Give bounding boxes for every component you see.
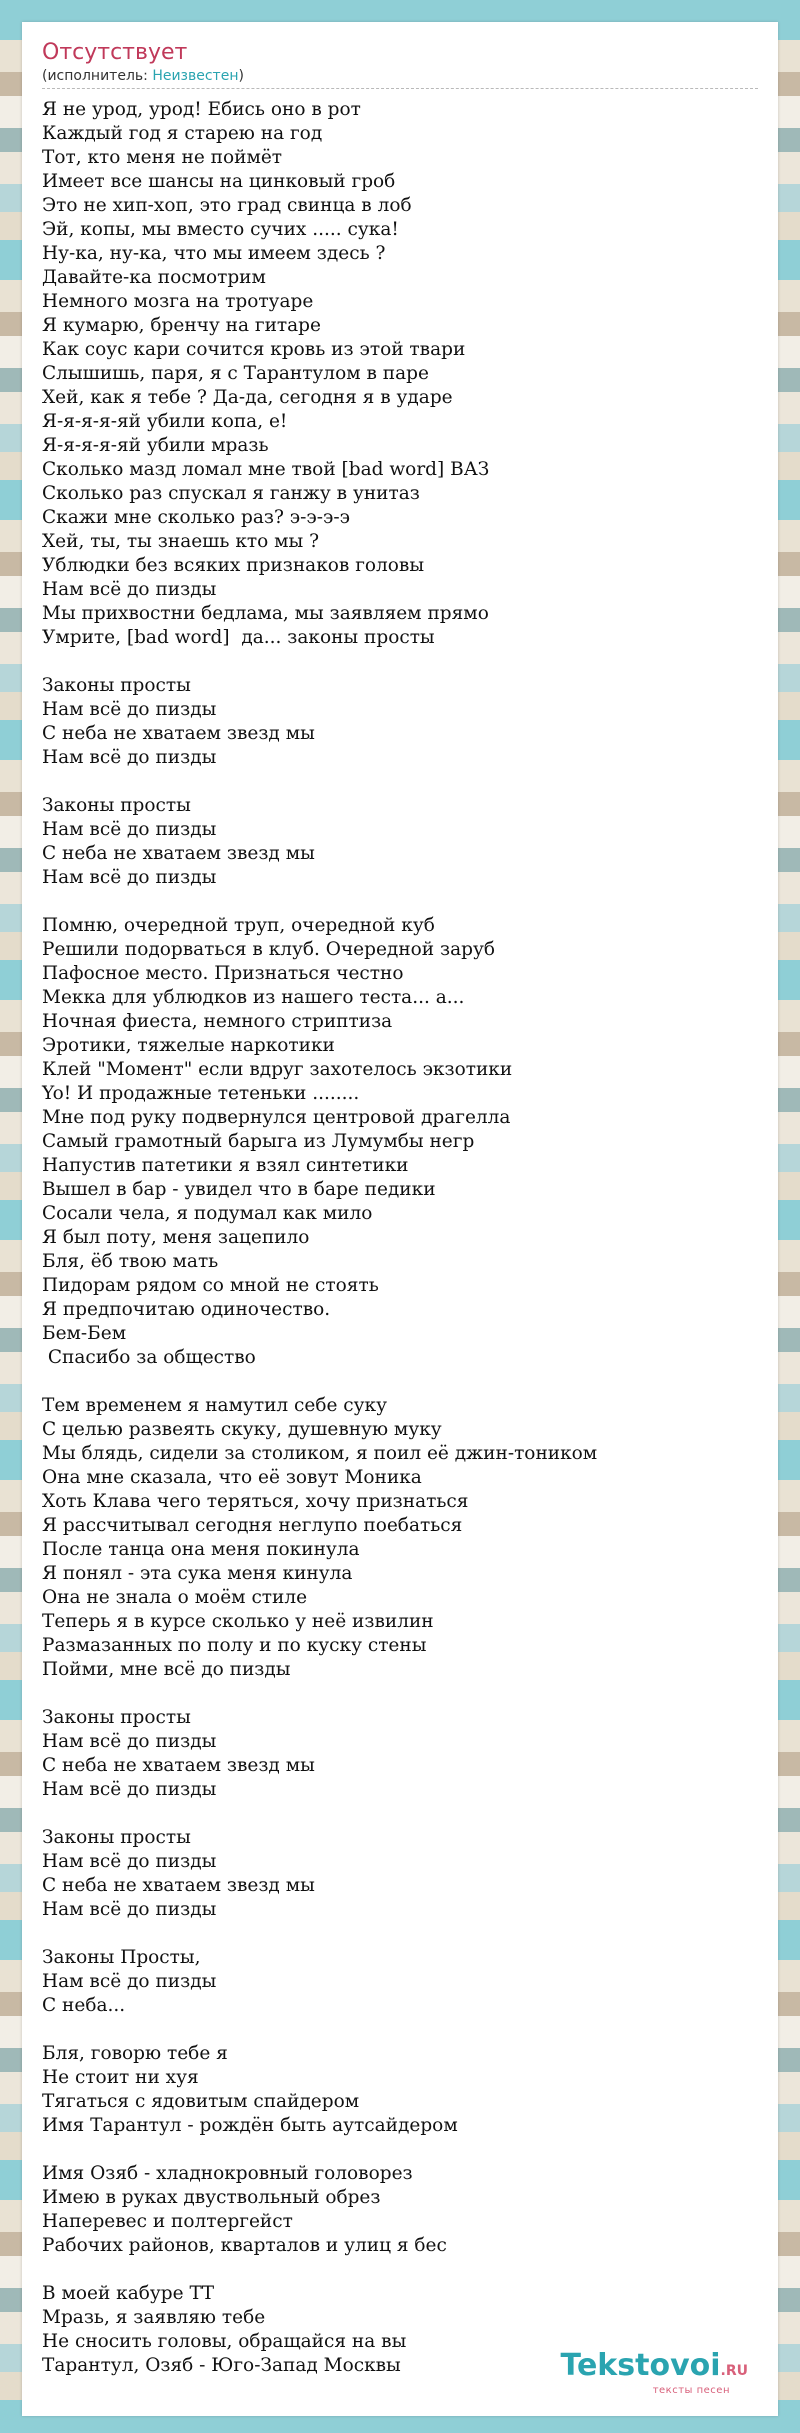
logo-wordmark xyxy=(560,2350,748,2387)
lyric-line: Нам всё до пизды xyxy=(42,1731,217,1752)
lyric-line: Я понял - эта сука меня кинула xyxy=(42,1563,353,1584)
lyric-line: Я-я-я-я-яй убили мразь xyxy=(42,435,269,456)
lyric-line: С неба не хватаем звезд мы xyxy=(42,1875,315,1896)
lyric-line: Сосали чела, я подумал как мило xyxy=(42,1203,373,1224)
lyric-line: Она мне сказала, что её зовут Моника xyxy=(42,1467,422,1488)
lyric-line: Yo! И продажные тетеньки ........ xyxy=(42,1083,360,1104)
lyric-line: Умрите, [bad word] да... законы просты xyxy=(42,627,435,648)
lyric-line: После танца она меня покинула xyxy=(42,1539,360,1560)
lyric-line: Она не знала о моём стиле xyxy=(42,1587,308,1608)
lyric-line: Законы просты xyxy=(42,795,191,816)
lyric-line: С неба не хватаем звезд мы xyxy=(42,843,315,864)
lyric-line: Тягаться с ядовитым спайдером xyxy=(42,2091,360,2112)
lyric-line: Рабочих районов, кварталов и улиц я бес xyxy=(42,2235,447,2256)
lyric-line: Нам всё до пизды xyxy=(42,1851,217,1872)
lyric-line: Мы блядь, сидели за столиком, я поил её джин-тоником xyxy=(42,1443,598,1464)
lyric-line: Тот, кто меня не поймёт xyxy=(42,147,283,168)
lyric-line: Нам всё до пизды xyxy=(42,747,217,768)
lyric-line: Нам всё до пизды xyxy=(42,1899,217,1920)
logo-name: Tekstovoi xyxy=(560,2348,721,2383)
lyric-line: Мекка для ублюдков из нашего теста... а... xyxy=(42,987,465,1008)
stanza-break xyxy=(42,770,762,794)
lyric-line: Нам всё до пизды xyxy=(42,1971,217,1992)
lyric-line: Законы Просты, xyxy=(42,1947,201,1968)
lyric-line: Как соус кари сочится кровь из этой твари xyxy=(42,339,466,360)
lyric-line: Спасибо за общество xyxy=(42,1347,256,1368)
lyric-line: Скажи мне сколько раз? э-э-э-э xyxy=(42,507,350,528)
artist-prefix: (исполнитель: xyxy=(42,68,153,84)
lyric-line: Я был поту, меня зацепило xyxy=(42,1227,310,1248)
lyric-line: Законы просты xyxy=(42,675,191,696)
lyric-line: Я не урод, урод! Ебись оно в рот xyxy=(42,99,361,120)
lyric-line: Эротики, тяжелые наркотики xyxy=(42,1035,335,1056)
lyric-line: Законы просты xyxy=(42,1827,191,1848)
lyric-line: Решили подорваться в клуб. Очередной заруб xyxy=(42,939,495,960)
lyric-line: Клей "Момент" если вдруг захотелось экзотики xyxy=(42,1059,513,1080)
lyric-line: Слышишь, паря, я с Тарантулом в паре xyxy=(42,363,429,384)
stanza-break xyxy=(42,1682,762,1706)
song-title: Отсутствует xyxy=(42,40,188,65)
lyric-line: Теперь я в курсе сколько у неё извилин xyxy=(42,1611,434,1632)
lyric-line: Вышел в бар - увидел что в баре педики xyxy=(42,1179,436,1200)
title-divider xyxy=(42,88,758,89)
lyrics-text xyxy=(42,98,762,2378)
lyric-line: Имеет все шансы на цинковый гроб xyxy=(42,171,396,192)
lyric-line: Ну-ка, ну-ка, что мы имеем здесь ? xyxy=(42,243,386,264)
lyric-line: Имя Озяб - хладнокровный головорез xyxy=(42,2163,413,2184)
lyric-line: Мразь, я заявляю тебе xyxy=(42,2307,266,2328)
lyric-line: Ночная фиеста, немного стриптиза xyxy=(42,1011,393,1032)
logo-tld: .RU xyxy=(720,2363,748,2379)
lyric-line: Это не хип-хоп, это град свинца в лоб xyxy=(42,195,412,216)
lyric-line: Пидорам рядом со мной не стоять xyxy=(42,1275,379,1296)
lyric-line: Не стоит ни хуя xyxy=(42,2067,199,2088)
lyric-line: Бем-Бем xyxy=(42,1323,127,1344)
lyric-line: Я рассчитывал сегодня неглупо поебаться xyxy=(42,1515,463,1536)
lyric-line: Нам всё до пизды xyxy=(42,867,217,888)
lyric-line: Хей, ты, ты знаешь кто мы ? xyxy=(42,531,320,552)
stanza-break xyxy=(42,890,762,914)
lyric-line: Сколько раз спускал я ганжу в унитаз xyxy=(42,483,420,504)
lyric-line: Давайте-ка посмотрим xyxy=(42,267,266,288)
artist-link[interactable]: Неизвестен xyxy=(152,68,239,84)
stanza-break xyxy=(42,2258,762,2282)
lyric-line: Наперевес и полтергейст xyxy=(42,2211,293,2232)
lyric-line: Каждый год я старею на год xyxy=(42,123,323,144)
artist-line xyxy=(42,68,244,84)
stanza-break xyxy=(42,2018,762,2042)
lyric-line: Хоть Клава чего теряться, хочу признаться xyxy=(42,1491,469,1512)
lyric-line: Мне под руку подвернулся центровой драгелла xyxy=(42,1107,511,1128)
lyric-line: Нам всё до пизды xyxy=(42,699,217,720)
lyric-line: Размазанных по полу и по куску стены xyxy=(42,1635,427,1656)
lyric-line: Нам всё до пизды xyxy=(42,1779,217,1800)
lyric-line: Бля, говорю тебе я xyxy=(42,2043,228,2064)
lyric-line: Бля, ёб твою мать xyxy=(42,1251,219,1272)
lyric-line: Хей, как я тебе ? Да-да, сегодня я в ударе xyxy=(42,387,453,408)
lyric-line: С неба не хватаем звезд мы xyxy=(42,723,315,744)
lyric-line: Не сносить головы, обращайся на вы xyxy=(42,2331,407,2352)
lyric-line: Имею в руках двуствольный обрез xyxy=(42,2187,381,2208)
lyric-line: С целью развеять скуку, душевную муку xyxy=(42,1419,442,1440)
lyrics-card xyxy=(22,22,778,2416)
lyric-line: В моей кабуре ТТ xyxy=(42,2283,215,2304)
lyric-line: Я предпочитаю одиночество. xyxy=(42,1299,331,1320)
artist-suffix: ) xyxy=(238,68,244,84)
lyric-line: С неба... xyxy=(42,1995,126,2016)
lyric-line: Напустив патетики я взял синтетики xyxy=(42,1155,409,1176)
lyric-line: Мы прихвостни бедлама, мы заявляем прямо xyxy=(42,603,489,624)
lyric-line: С неба не хватаем звезд мы xyxy=(42,1755,315,1776)
lyric-line: Самый грамотный барыга из Лумумбы негр xyxy=(42,1131,475,1152)
lyric-line: Я кумарю, бренчу на гитаре xyxy=(42,315,321,336)
lyric-line: Законы просты xyxy=(42,1707,191,1728)
stanza-break xyxy=(42,1802,762,1826)
lyric-line: Я-я-я-я-яй убили копа, е! xyxy=(42,411,288,432)
lyric-line: Немного мозга на тротуаре xyxy=(42,291,314,312)
stanza-break xyxy=(42,1370,762,1394)
stanza-break xyxy=(42,2138,762,2162)
lyric-line: Пафосное место. Признаться честно xyxy=(42,963,404,984)
lyric-line: Нам всё до пизды xyxy=(42,579,217,600)
lyric-line: Сколько мазд ломал мне твой [bad word] ВАЗ xyxy=(42,459,490,480)
lyric-line: Ублюдки без всяких признаков головы xyxy=(42,555,425,576)
lyric-line: Имя Тарантул - рождён быть аутсайдером xyxy=(42,2115,458,2136)
stanza-break xyxy=(42,650,762,674)
logo-tagline: тексты песен xyxy=(652,2385,730,2396)
lyric-line: Нам всё до пизды xyxy=(42,819,217,840)
lyric-line: Тарантул, Озяб - Юго-Запад Москвы xyxy=(42,2355,401,2376)
lyric-line: Тем временем я намутил себе суку xyxy=(42,1395,388,1416)
site-logo[interactable] xyxy=(560,2350,748,2396)
stanza-break xyxy=(42,1922,762,1946)
lyric-line: Пойми, мне всё до пизды xyxy=(42,1659,291,1680)
lyric-line: Помню, очередной труп, очередной куб xyxy=(42,915,435,936)
lyric-line: Эй, копы, мы вместо сучих ..... сука! xyxy=(42,219,399,240)
